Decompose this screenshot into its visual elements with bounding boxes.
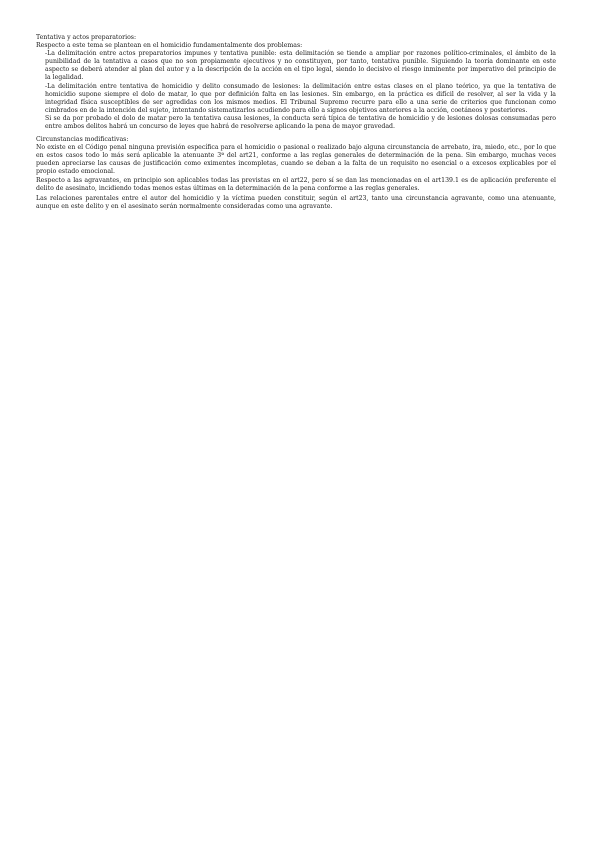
paragraph-no-specific-provision: No existe en el Código penal ninguna previsión específica para el homicidio o pasional o realizado bajo alguna circunstancia de arrebato, ira, miedo, etc., por lo que en estos casos todo lo más será aplicable la atenuante 3ª del art21, conforme a las reglas generales de determinación de la pena. Sin embargo, muchas veces pueden apreciarse las causas de justificación como eximentes incompletas, cuando se deban a la falta de un requisito no esencial o a excesos explicables por el propio estado emocional. [36, 143, 556, 175]
paragraph-parental-relations: Las relaciones parentales entre el autor del homicidio y la víctima pueden constituir, según el art23, tanto una circunstancia agravante, como una atenuante, aunque en este delito y en el asesinato serán normalmente consideradas como una agravante. [36, 195, 556, 211]
paragraph-aggravating: Respecto a las agravantes, en principio son aplicables todas las previstas en el art22, pero sí se dan las mencionadas en el art139.1 es de aplicación preferente el delito de asesinato, incidiendo todas menos estas últimas en la determinación de la pena conforme a las reglas generales. [36, 177, 556, 193]
section-title-circunstancias: Circunstancias modificativas: [36, 135, 129, 143]
document-body [36, 34, 556, 211]
paragraph-intent-to-kill: Si se da por probado el dolo de matar pero la tentativa causa lesiones, la conducta será típica de tentativa de homicidio y de lesiones dolosas consumadas pero entre ambos delitos habrá un concurso de leyes que habrá de resolverse aplicando la pena de mayor gravedad. [45, 115, 556, 130]
paragraph-attempt-vs-injuries: -La delimitación entre tentativa de homicidio y delito consumado de lesiones: la delimitación entre estas clases en el plano teórico, ya que la tentativa de homicidio supone siempre el dolo de matar, lo que por definición falta en las lesiones. Sin embargo, en la práctica es difícil de resolver, al ser la vida y la integridad física susceptibles de ser agredidas con los mismos medios. El Tribunal Supremo recurre para ello a una serie de criterios que funcionan como cimbrados en de la intención del sujeto, intentando sistematizarlos acudiendo para ello a signos objetivos anteriores a la acción, coetáneos y posteriores. [45, 83, 556, 115]
paragraph-preparatory-acts: -La delimitación entre actos preparatorios impunes y tentativa punible: esta delimitación se tiende a ampliar por razones político-criminales, el ámbito de la punibilidad de la tentativa a casos que no son propiamente ejecutivos y no constituyen, por tanto, tentativa punible. Siguiendo la teoría dominante en este aspecto se deberá atender al plan del autor y a la descripción de la acción en el tipo legal, siendo lo decisivo el riesgo inminente por imperativo del principio de la legalidad. [45, 49, 556, 81]
section-title-tentativa: Tentativa y actos preparatorios: [36, 34, 137, 41]
section-intro: Respecto a este tema se plantean en el homicidio fundamentalmente dos problemas: [36, 41, 303, 49]
